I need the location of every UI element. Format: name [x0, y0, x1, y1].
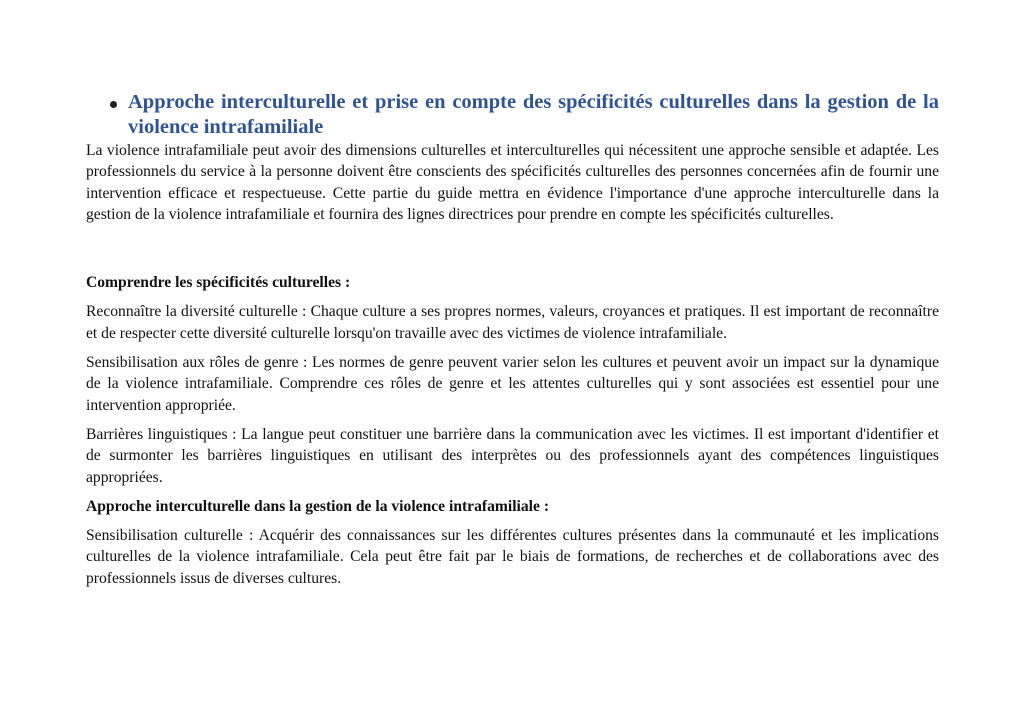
- paragraph-cultural-diversity: Reconnaître la diversité culturelle : Chaque culture a ses propres normes, valeurs, croyances et pratiques. Il est important de reconnaître et de respecter cette diversité culturelle lorsqu'on travaille avec des victimes de violence intrafamiliale.: [86, 303, 939, 342]
- bullet-icon: [110, 101, 117, 108]
- paragraph-cultural-awareness: Sensibilisation culturelle : Acquérir des connaissances sur les différentes cultures présentes dans la communauté et les implications culturelles de la violence intrafamiliale. Cela peut être fait par le biais de formations, de recherches et de collaborations avec des professionnels issus de diverses cultures.: [86, 527, 939, 587]
- subheading-intercultural-approach: Approche interculturelle dans la gestion de la violence intrafamiliale :: [86, 497, 550, 515]
- document-page: [86, 90, 939, 589]
- section-heading: Approche interculturelle et prise en compte des spécificités culturelles dans la gestion de la violence intrafamiliale: [128, 91, 939, 138]
- intro-paragraph: La violence intrafamiliale peut avoir des dimensions culturelles et interculturelles qui nécessitent une approche sensible et adaptée. Les professionnels du service à la personne doivent être conscients des spécificités culturelles des personnes concernées afin de fournir une intervention efficace et respectueuse. Cette partie du guide mettra en évidence l'importance d'une approche interculturelle dans la gestion de la violence intrafamiliale et fournira des lignes directrices pour prendre en compte les spécificités culturelles.: [86, 142, 939, 223]
- paragraph-language-barriers: Barrières linguistiques : La langue peut constituer une barrière dans la communication avec les victimes. Il est important d'identifier et de surmonter les barrières linguistiques en utilisant des interprètes ou des professionnels ayant des compétences linguistiques appropriées.: [86, 425, 939, 486]
- section-heading-row: [86, 90, 939, 140]
- subheading-cultural-specificities: Comprendre les spécificités culturelles :: [86, 274, 351, 292]
- paragraph-gender-roles: Sensibilisation aux rôles de genre : Les normes de genre peuvent varier selon les cultures et peuvent avoir un impact sur la dynamique de la violence intrafamiliale. Comprendre ces rôles de genre et les attentes culturelles qui y sont associées est essentiel pour une intervention appropriée.: [86, 354, 939, 414]
